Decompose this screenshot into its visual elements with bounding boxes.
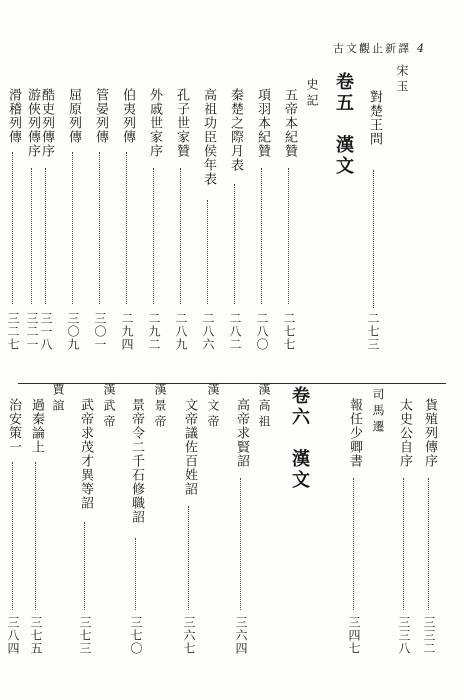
toc-page-number: 二八九	[174, 312, 188, 351]
toc-page-number: 二八二	[228, 312, 242, 351]
toc-title: 伯夷列傳	[120, 88, 135, 144]
toc-page-number: 三七五	[29, 616, 43, 655]
toc-leader	[188, 506, 190, 610]
toc-page-number: 二九二	[147, 312, 161, 351]
toc-leader	[99, 152, 101, 304]
toc-title: 項羽本紀贊	[255, 88, 270, 158]
toc-page-number: 三二七	[6, 312, 20, 351]
toc-page-number: 三三二	[422, 616, 436, 655]
section-divider	[18, 383, 446, 384]
toc-leader	[234, 184, 236, 304]
toc-leader	[135, 538, 137, 610]
toc-page-number: 二七七	[282, 312, 296, 351]
toc-title: 高帝求賢詔	[234, 398, 249, 468]
toc-title: 孔子世家贊	[174, 88, 189, 158]
toc-title: 治安策一	[6, 398, 21, 454]
header-title: 古文觀止新譯	[333, 42, 411, 55]
toc-page-number: 三八四	[6, 616, 20, 655]
emperor-name: 漢武帝	[102, 383, 116, 431]
toc-leader	[261, 168, 263, 304]
toc-leader	[180, 168, 182, 304]
toc-leader	[207, 200, 209, 304]
toc-title: 太史公自序	[397, 398, 412, 468]
toc-leader	[12, 152, 14, 304]
toc-page-number: 二七三	[366, 312, 380, 351]
toc-title: 管晏列傳	[93, 88, 108, 144]
toc-title: 秦楚之際月表	[228, 88, 243, 172]
toc-leader	[12, 462, 14, 610]
toc-title: 武帝求茂才異等詔	[78, 398, 93, 510]
toc-title: 五帝本紀贊	[282, 88, 297, 158]
toc-leader	[403, 478, 405, 610]
toc-title: 文帝議佐百姓詔	[182, 398, 197, 496]
toc-page-number: 三〇九	[66, 312, 80, 351]
toc-leader	[72, 152, 74, 304]
toc-title: 外戚世家序	[147, 88, 162, 158]
author-sima-qian: 司馬遷	[371, 388, 385, 436]
running-header	[333, 40, 426, 56]
toc-page-number: 三〇一	[93, 312, 107, 351]
author-shiji: 史記	[305, 78, 319, 110]
toc-title: 對楚王問	[367, 90, 382, 146]
toc-page-number: 三三八	[397, 616, 411, 655]
toc-title: 滑稽列傳	[6, 88, 21, 144]
author-jia-yi: 賈誼	[51, 383, 65, 415]
toc-leader	[84, 522, 86, 610]
toc-leader	[153, 168, 155, 304]
toc-page-number: 三一八	[39, 312, 53, 351]
toc-page-number: 三七三	[78, 616, 92, 655]
toc-title: 游俠列傳序	[25, 88, 40, 158]
toc-page-number: 三七〇	[129, 616, 143, 655]
toc-leader	[45, 168, 47, 304]
toc-title: 高祖功臣侯年表	[201, 88, 216, 186]
toc-page-number: 二八六	[201, 312, 215, 351]
toc-leader	[353, 478, 355, 610]
toc-leader	[288, 168, 290, 304]
toc-title: 過秦論上	[29, 398, 44, 454]
toc-leader	[428, 478, 430, 610]
toc-leader	[31, 168, 33, 304]
toc-leader	[126, 152, 128, 304]
toc-page-number: 三六四	[234, 616, 248, 655]
toc-title: 報任少卿書	[347, 398, 362, 468]
emperor-name: 漢景帝	[153, 383, 167, 431]
toc-title: 貨殖列傳序	[422, 398, 437, 468]
toc-page-number: 三二一	[25, 312, 39, 351]
toc-leader	[35, 462, 37, 610]
toc-title: 酷吏列傳序	[39, 88, 54, 158]
toc-leader	[240, 478, 242, 610]
emperor-name: 漢高祖	[257, 383, 271, 431]
volume-heading: 卷六 漢文	[289, 386, 310, 491]
toc-title: 景帝令二千石修職詔	[129, 398, 144, 524]
toc-leader	[373, 170, 375, 308]
volume-heading: 卷五 漢文	[333, 72, 354, 177]
emperor-name: 漢文帝	[206, 383, 220, 431]
toc-page-number: 三六七	[182, 616, 196, 655]
header-page-number: 4	[417, 42, 426, 55]
toc-page-number: 二八〇	[255, 312, 269, 351]
toc-title: 屈原列傳	[66, 88, 81, 144]
toc-page-number: 二九四	[120, 312, 134, 351]
author-song-yu: 宋玉	[395, 64, 409, 96]
toc-page-number: 三四七	[347, 616, 361, 655]
